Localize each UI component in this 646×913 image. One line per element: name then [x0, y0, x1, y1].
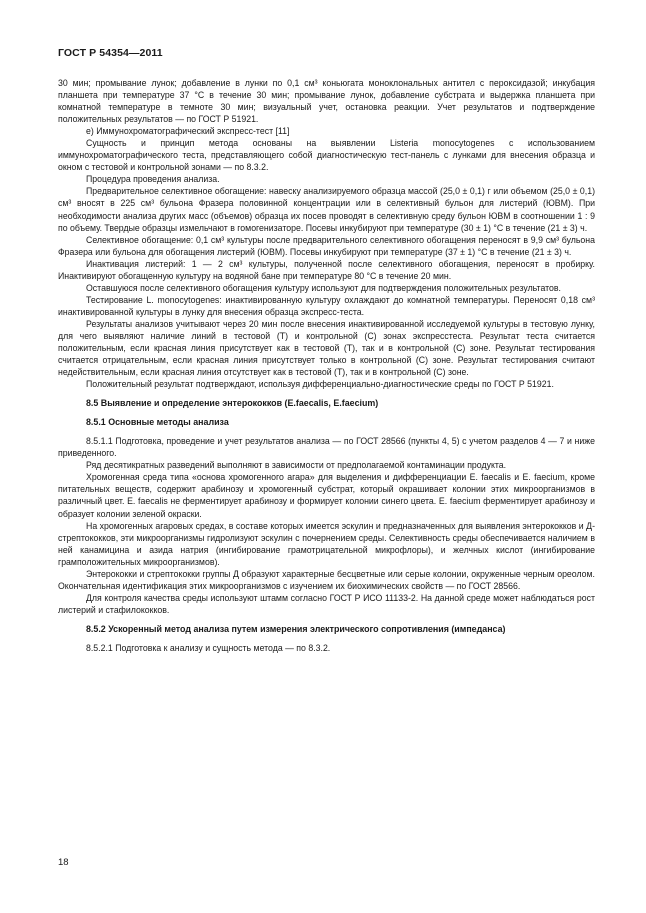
page-body — [58, 77, 595, 654]
paragraph-procedure: Процедура проведения анализа. — [86, 174, 220, 185]
paragraph-item-e: е) Иммунохроматографический экспресс-тест [11] — [86, 126, 290, 137]
paragraph-remaining-culture: Оставшуюся после селективного обогащения культуру используют для подтверждения положительных результатов. — [86, 282, 561, 293]
section-heading-8-5: 8.5 Выявление и определение энтерококков (E.faecalis, E.faecium) — [86, 398, 379, 409]
paragraph-dilutions: Ряд десятикратных разведений выполняют в зависимости от предполагаемой контаминации продукта. — [86, 460, 507, 471]
paragraph-8-5-2-1: 8.5.2.1 Подготовка к анализу и сущность метода — по 8.3.2. — [86, 642, 331, 653]
page-number: 18 — [58, 857, 69, 868]
paragraph-8-5-1-1: 8.5.1.1 Подготовка, проведение и учет результатов анализа — по ГОСТ 28566 (пункты 4, 5) с учетом разделов 4 — 7 и ниже приведенного. — [58, 436, 595, 459]
section-heading-8-5-1: 8.5.1 Основные методы анализа — [86, 417, 229, 428]
paragraph-chromogenic-medium: Хромогенная среда типа «основа хромогенного агара» для выделения и дифференциации E. faecalis и E. faecium, кроме питательных веществ, содержит арабинозу и хромогенный субстрат, который окрашивает колонии этих микроорганизмов в различный цвет. E. faecalis не ферментирует арабинозу и формирует колонии синего цвета. E. faecium ферментирует арабинозу и образует колонии зеленой окраски. — [58, 472, 595, 519]
paragraph-inactivation: Инактивация листерий: 1 — 2 см³ культуры, полученной после селективного обогащения, переносят в пробирку. Инактивируют обогащенную культуру на водяной бане при температуре 80 °С в течение 20 мин. — [58, 258, 595, 281]
paragraph-esculin-media: На хромогенных агаровых средах, в составе которых имеется эскулин и предназначенных для выявления энтерококков и Д-стрептококков, эти микроорганизмы гидролизуют эскулин с почернением среды. Селективность среды обеспечивается наличием в ней канамицина и азида натрия (ингибирование грамотрицательной микрофлоры), и желчных кислот (ингибирование грамположительных микроорганизмов). — [58, 520, 595, 567]
paragraph-confirmation: Положительный результат подтверждают, используя дифференциально-диагностические среды по ГОСТ Р 51921. — [86, 379, 554, 390]
paragraph-pre-enrichment: Предварительное селективное обогащение: навеску анализируемого образца массой (25,0 ± 0,1) г или объемом (25,0 ± 0,1) см³ вносят в 225 см³ бульона Фразера половинной концентрации или в селективный бульон для листерий (ЮВМ). При необходимости анализа других масс (объемов) образца их посев проводят в селективную среду бульон ЮВМ в соотношении 1 : 9 по объему. Твердые образцы измельчают в гомогенизаторе. Посевы инкубируют при температуре (30 ± 1) °С в течение (21 ± 3) ч. — [58, 186, 595, 233]
paragraph-results: Результаты анализов учитывают через 20 мин после внесения инактивированной исследуемой культуры в тестовую лунку, для чего выявляют наличие линий в тестовой (Т) и контрольной (С) зонах экспресстеста. Результат теста считается положительным, если красная линия присутствует как в тестовой (Т), так и в контрольной (С) зоне. Результат тестирования считается отрицательным, если красная линия присутствует только в контрольной (С) зоне. Результат тестирования считают недействительным, если красная линия отсутствует как в тестовой (Т), так и в контрольной (С) зоне. — [58, 318, 595, 378]
paragraph-selective-enrichment: Селективное обогащение: 0,1 см³ культуры после предварительного селективного обогащения переносят в 9,9 см³ бульона Фразера или бульона для обогащения листерий (ЮВМ). Посевы инкубируют при температуре (37 ± 1) °С в течение (21 ± 3) ч. — [58, 234, 595, 257]
paragraph-quality-control: Для контроля качества среды используют штамм согласно ГОСТ Р ИСО 11133-2. На данной среде может наблюдаться рост листерий и стафилококков. — [58, 592, 595, 615]
paragraph-colonies: Энтерококки и стрептококки группы Д образуют характерные бесцветные или серые колонии, окруженные черным ореолом. Окончательная идентификация этих микроорганизмов с изучением их биохимических свойств — по ГОСТ 28566. — [58, 568, 595, 591]
standard-header: ГОСТ Р 54354—2011 — [58, 47, 163, 59]
paragraph-continuation: 30 мин; промывание лунок; добавление в лунки по 0,1 см³ коньюгата моноклональных антител с пероксидазой; инкубация планшета при температуре 37 °С в течение 30 мин; промывание лунок, добавление субстрата и выдержка планшета при комнатной температуре в темноте 30 мин; визуальный учет, остановка реакции. Учет результатов и подтверждение положительных результатов — по ГОСТ Р 51921. — [58, 78, 595, 125]
paragraph-method-essence: Сущность и принцип метода основаны на выявлении Listeria monocytogenes с использованием иммунохроматографического теста, представляющего собой диагностическую тест-панель с лунками для внесения образца и окном с тестовой и контрольной зонами — по 8.3.2. — [58, 138, 595, 173]
section-heading-8-5-2: 8.5.2 Ускоренный метод анализа путем измерения электрического сопротивления (импеданса) — [86, 623, 506, 634]
paragraph-testing: Тестирование L. monocytogenes: инактивированную культуру охлаждают до комнатной температуры. Переносят 0,18 см³ инактивированной культуры в лунку для внесения образца экспресс-теста. — [58, 294, 595, 317]
